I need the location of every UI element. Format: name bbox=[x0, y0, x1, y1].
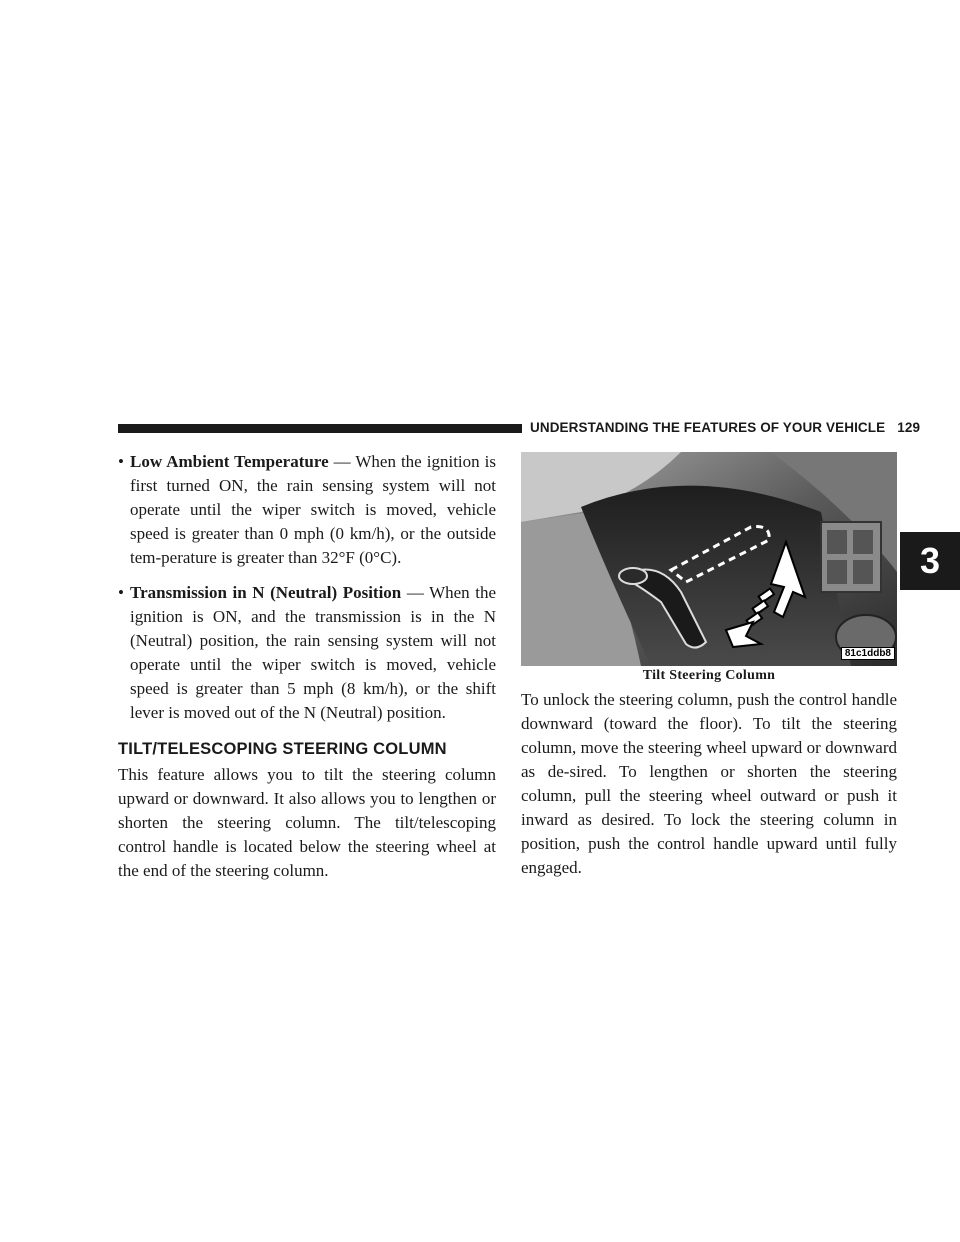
bullet-marker: • bbox=[118, 452, 124, 471]
figure-id-label: 81c1ddb8 bbox=[841, 647, 895, 660]
right-column bbox=[521, 452, 897, 880]
list-item bbox=[118, 450, 496, 570]
figure-caption: Tilt Steering Column bbox=[642, 668, 776, 683]
left-column bbox=[118, 450, 496, 883]
header-rule bbox=[118, 424, 522, 433]
list-item bbox=[118, 581, 496, 725]
bullet-marker: • bbox=[118, 583, 124, 602]
page-number: 129 bbox=[897, 420, 921, 435]
steering-column-illustration bbox=[521, 452, 897, 666]
bullet-text: — When the ignition is first turned ON, the rain sensing system will not operate until the wiper switch is moved, vehicle speed is greater than 0 mph (0 km/h), or the outside tem-perature is greater than 32°F (0°C). bbox=[130, 452, 496, 567]
unlock-instructions-paragraph: To unlock the steering column, push the control handle downward (toward the floor). To tilt the steering column, move the steering wheel upward or downward as de-sired. To lengthen or shorten the steering column, pull the steering wheel outward or push it inward as desired. To lock the steering column in position, push the control handle upward until fully engaged. bbox=[521, 690, 897, 877]
bullet-term: Low Ambient Temperature bbox=[130, 452, 329, 471]
header-title: UNDERSTANDING THE FEATURES OF YOUR VEHICLE bbox=[530, 420, 886, 435]
section-heading: TILT/TELESCOPING STEERING COLUMN bbox=[118, 740, 447, 758]
bullet-text: — When the ignition is ON, and the transmission is in the N (Neutral) position, the rain sensing system will not operate until the wiper switch is moved, vehicle speed is greater than 5 mph (8 km/h), or the shift lever is moved out of the N (Neutral) position. bbox=[130, 583, 496, 722]
chapter-tab: 3 bbox=[900, 532, 960, 590]
condition-list bbox=[118, 450, 496, 725]
running-header bbox=[530, 420, 920, 435]
steering-column-figure bbox=[521, 452, 897, 666]
section-paragraph: This feature allows you to tilt the steering column upward or downward. It also allows you to lengthen or shorten the steering column. The tilt/telescoping control handle is located below the steering wheel at the end of the steering column. bbox=[118, 765, 496, 880]
bullet-term: Transmission in N (Neutral) Position bbox=[130, 583, 402, 602]
